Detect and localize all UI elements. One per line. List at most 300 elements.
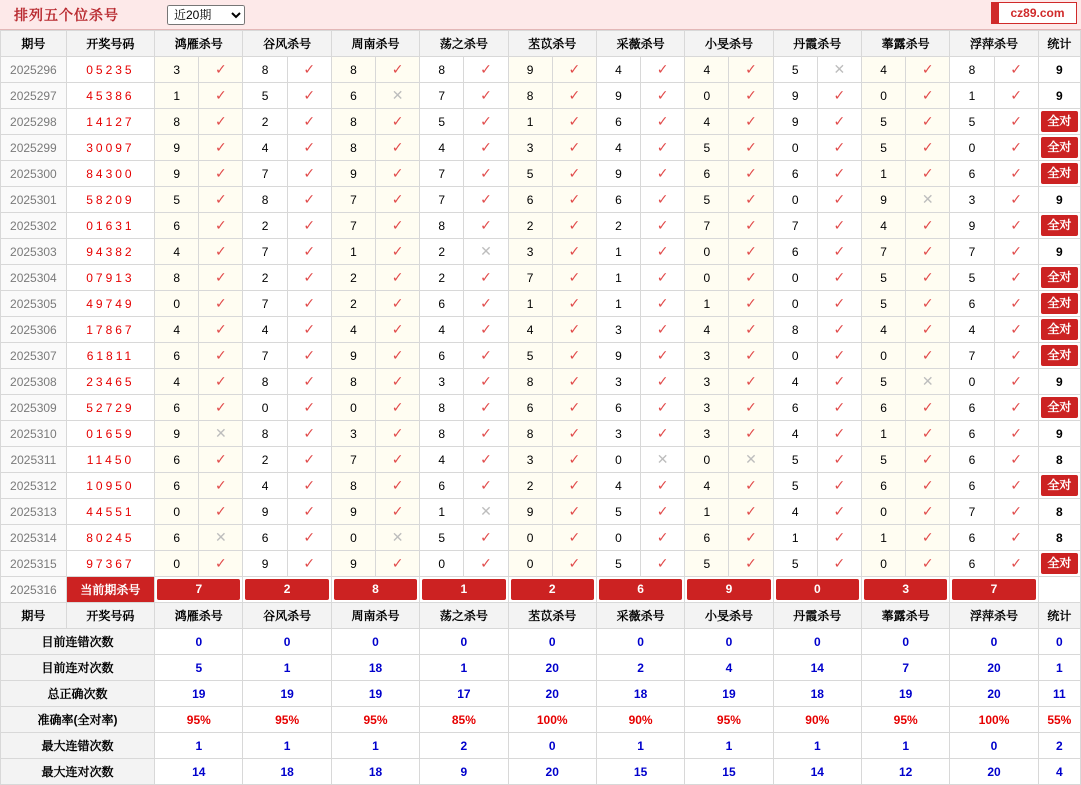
kill-number-value: 8	[331, 473, 375, 499]
kill-number-value: 4	[420, 135, 464, 161]
table-row	[1, 551, 1081, 577]
kill-number-value: 1	[596, 265, 640, 291]
column-header: 丹霞杀号	[773, 603, 861, 629]
stats-value: 19	[243, 681, 331, 707]
check-icon: ✓	[376, 395, 420, 421]
check-icon: ✓	[464, 369, 508, 395]
check-icon: ✓	[906, 265, 950, 291]
stats-value: 95%	[861, 707, 949, 733]
row-period: 2025306	[1, 317, 67, 343]
check-icon: ✓	[906, 499, 950, 525]
table-row	[1, 291, 1081, 317]
check-icon: ✓	[994, 109, 1038, 135]
cross-icon: ✕	[376, 525, 420, 551]
stats-label: 最大连错次数	[1, 733, 155, 759]
kill-number-value: 5	[508, 343, 552, 369]
kill-number-value: 2	[243, 447, 287, 473]
kill-number-value: 6	[155, 343, 199, 369]
kill-number-value: 8	[773, 317, 817, 343]
kill-number-value: 8	[331, 109, 375, 135]
check-icon: ✓	[906, 109, 950, 135]
kill-number-value: 0	[861, 343, 905, 369]
kill-number-value: 9	[243, 499, 287, 525]
kill-number-value: 5	[861, 447, 905, 473]
row-draw-code: 23465	[66, 369, 154, 395]
kill-number-value: 0	[331, 395, 375, 421]
stats-value: 1	[596, 733, 684, 759]
check-icon: ✓	[729, 135, 773, 161]
check-icon: ✓	[287, 83, 331, 109]
kill-number-value: 5	[596, 499, 640, 525]
cross-icon: ✕	[199, 421, 243, 447]
row-total: 全对	[1038, 161, 1080, 187]
kill-number-value: 0	[773, 187, 817, 213]
row-total: 全对	[1038, 265, 1080, 291]
kill-number-value: 1	[596, 291, 640, 317]
stats-value: 90%	[596, 707, 684, 733]
kill-number-value: 4	[420, 317, 464, 343]
kill-number-value: 4	[861, 57, 905, 83]
kill-number-value: 3	[596, 317, 640, 343]
row-period: 2025300	[1, 161, 67, 187]
check-icon: ✓	[994, 317, 1038, 343]
stats-value: 4	[685, 655, 773, 681]
kill-number-value: 4	[243, 135, 287, 161]
check-icon: ✓	[552, 421, 596, 447]
stats-value: 1	[773, 733, 861, 759]
kill-number-value: 1	[685, 499, 729, 525]
table-row	[1, 473, 1081, 499]
header-row-bottom	[1, 603, 1081, 629]
check-icon: ✓	[287, 473, 331, 499]
kill-number-value: 6	[155, 525, 199, 551]
check-icon: ✓	[994, 239, 1038, 265]
row-draw-code: 10950	[66, 473, 154, 499]
kill-number-value: 6	[773, 161, 817, 187]
stats-row	[1, 707, 1081, 733]
period-select[interactable]	[167, 5, 245, 25]
row-period: 2025313	[1, 499, 67, 525]
check-icon: ✓	[729, 161, 773, 187]
check-icon: ✓	[552, 343, 596, 369]
table-row	[1, 499, 1081, 525]
current-kill-number: 2	[243, 577, 331, 603]
check-icon: ✓	[464, 213, 508, 239]
current-kill-number: 2	[508, 577, 596, 603]
check-icon: ✓	[994, 551, 1038, 577]
check-icon: ✓	[464, 421, 508, 447]
kill-number-value: 2	[243, 109, 287, 135]
kill-number-value: 4	[243, 473, 287, 499]
check-icon: ✓	[817, 551, 861, 577]
kill-number-value: 4	[596, 135, 640, 161]
check-icon: ✓	[464, 551, 508, 577]
check-icon: ✓	[729, 343, 773, 369]
kill-number-value: 7	[243, 291, 287, 317]
kill-number-value: 8	[155, 265, 199, 291]
kill-number-value: 6	[950, 525, 994, 551]
kill-number-value: 6	[773, 239, 817, 265]
kill-number-value: 7	[243, 161, 287, 187]
kill-number-value: 2	[508, 473, 552, 499]
row-draw-code: 30097	[66, 135, 154, 161]
kill-number-value: 4	[773, 421, 817, 447]
column-header: 菶露杀号	[861, 31, 949, 57]
check-icon: ✓	[906, 525, 950, 551]
check-icon: ✓	[729, 551, 773, 577]
stats-value: 20	[508, 655, 596, 681]
stats-value: 0	[685, 629, 773, 655]
row-draw-code: 45386	[66, 83, 154, 109]
kill-number-value: 0	[773, 265, 817, 291]
check-icon: ✓	[994, 343, 1038, 369]
kill-number-value: 4	[861, 317, 905, 343]
check-icon: ✓	[552, 291, 596, 317]
check-icon: ✓	[641, 239, 685, 265]
check-icon: ✓	[641, 83, 685, 109]
stats-value: 2	[596, 655, 684, 681]
check-icon: ✓	[729, 395, 773, 421]
check-icon: ✓	[994, 369, 1038, 395]
kill-number-value: 0	[508, 525, 552, 551]
stats-total: 0	[1038, 629, 1080, 655]
check-icon: ✓	[376, 57, 420, 83]
kill-number-value: 9	[596, 343, 640, 369]
check-icon: ✓	[994, 213, 1038, 239]
kill-number-value: 0	[685, 83, 729, 109]
kill-number-value: 1	[508, 291, 552, 317]
stats-row	[1, 655, 1081, 681]
check-icon: ✓	[199, 317, 243, 343]
check-icon: ✓	[994, 499, 1038, 525]
kill-number-value: 7	[508, 265, 552, 291]
check-icon: ✓	[287, 135, 331, 161]
stats-value: 0	[596, 629, 684, 655]
kill-number-value: 9	[596, 161, 640, 187]
table-row	[1, 187, 1081, 213]
stats-value: 17	[420, 681, 508, 707]
check-icon: ✓	[199, 187, 243, 213]
logo-text: cz89.com	[1010, 6, 1065, 20]
kill-number-value: 3	[685, 395, 729, 421]
check-icon: ✓	[464, 161, 508, 187]
row-total: 9	[1038, 239, 1080, 265]
stats-value: 0	[331, 629, 419, 655]
row-total: 9	[1038, 83, 1080, 109]
check-icon: ✓	[287, 369, 331, 395]
kill-number-value: 2	[331, 265, 375, 291]
kill-number-value: 7	[950, 239, 994, 265]
row-draw-code: 52729	[66, 395, 154, 421]
check-icon: ✓	[817, 343, 861, 369]
check-icon: ✓	[552, 161, 596, 187]
check-icon: ✓	[552, 551, 596, 577]
cross-icon: ✕	[729, 447, 773, 473]
column-header: 浮萍杀号	[950, 31, 1038, 57]
check-icon: ✓	[994, 421, 1038, 447]
kill-number-value: 5	[420, 525, 464, 551]
check-icon: ✓	[906, 135, 950, 161]
kill-number-value: 1	[861, 525, 905, 551]
kill-number-value: 4	[773, 369, 817, 395]
column-header: 苤苡杀号	[508, 31, 596, 57]
kill-number-value: 4	[596, 473, 640, 499]
current-kill-number: 7	[950, 577, 1038, 603]
kill-number-value: 9	[331, 499, 375, 525]
kill-number-value: 5	[155, 187, 199, 213]
kill-number-value: 3	[508, 135, 552, 161]
current-kill-number: 6	[596, 577, 684, 603]
row-draw-code: 97367	[66, 551, 154, 577]
kill-number-value: 6	[155, 447, 199, 473]
check-icon: ✓	[199, 57, 243, 83]
kill-number-value: 5	[685, 187, 729, 213]
column-header: 谷风杀号	[243, 603, 331, 629]
kill-number-value: 0	[950, 135, 994, 161]
kill-number-value: 7	[420, 83, 464, 109]
kill-number-value: 6	[420, 473, 464, 499]
current-kill-number: 1	[420, 577, 508, 603]
kill-number-value: 5	[420, 109, 464, 135]
kill-number-value: 9	[243, 551, 287, 577]
check-icon: ✓	[641, 395, 685, 421]
kill-number-value: 6	[950, 395, 994, 421]
check-icon: ✓	[199, 83, 243, 109]
stats-value: 100%	[950, 707, 1038, 733]
row-total: 全对	[1038, 109, 1080, 135]
check-icon: ✓	[199, 473, 243, 499]
stats-value: 0	[420, 629, 508, 655]
kill-number-value: 9	[155, 161, 199, 187]
stats-value: 1	[243, 733, 331, 759]
kill-number-value: 3	[420, 369, 464, 395]
check-icon: ✓	[994, 525, 1038, 551]
row-total: 8	[1038, 525, 1080, 551]
check-icon: ✓	[994, 187, 1038, 213]
check-icon: ✓	[641, 551, 685, 577]
check-icon: ✓	[376, 265, 420, 291]
check-icon: ✓	[729, 473, 773, 499]
stats-total: 55%	[1038, 707, 1080, 733]
check-icon: ✓	[287, 187, 331, 213]
kill-number-value: 5	[243, 83, 287, 109]
check-icon: ✓	[994, 161, 1038, 187]
check-icon: ✓	[641, 317, 685, 343]
kill-number-value: 8	[243, 187, 287, 213]
check-icon: ✓	[376, 421, 420, 447]
kill-number-value: 7	[331, 187, 375, 213]
check-icon: ✓	[376, 369, 420, 395]
check-icon: ✓	[287, 525, 331, 551]
kill-number-value: 9	[155, 421, 199, 447]
check-icon: ✓	[552, 525, 596, 551]
check-icon: ✓	[376, 551, 420, 577]
stats-total: 1	[1038, 655, 1080, 681]
stats-value: 12	[861, 759, 949, 785]
check-icon: ✓	[906, 473, 950, 499]
stats-value: 95%	[331, 707, 419, 733]
table-row	[1, 421, 1081, 447]
check-icon: ✓	[552, 135, 596, 161]
kill-number-value: 0	[243, 395, 287, 421]
check-icon: ✓	[464, 473, 508, 499]
check-icon: ✓	[552, 447, 596, 473]
table-row	[1, 395, 1081, 421]
check-icon: ✓	[464, 525, 508, 551]
check-icon: ✓	[552, 109, 596, 135]
column-header: 期号	[1, 31, 67, 57]
kill-number-value: 0	[508, 551, 552, 577]
stats-value: 20	[950, 681, 1038, 707]
kill-number-value: 6	[243, 525, 287, 551]
check-icon: ✓	[199, 213, 243, 239]
kill-number-value: 0	[861, 551, 905, 577]
row-draw-code: 14127	[66, 109, 154, 135]
stats-value: 0	[155, 629, 243, 655]
stats-value: 2	[420, 733, 508, 759]
table-row	[1, 135, 1081, 161]
row-period: 2025298	[1, 109, 67, 135]
row-draw-code: 80245	[66, 525, 154, 551]
kill-number-value: 1	[596, 239, 640, 265]
kill-number-value: 0	[155, 551, 199, 577]
check-icon: ✓	[287, 395, 331, 421]
row-period: 2025303	[1, 239, 67, 265]
check-icon: ✓	[199, 447, 243, 473]
check-icon: ✓	[464, 343, 508, 369]
stats-value: 1	[331, 733, 419, 759]
kill-number-value: 2	[420, 239, 464, 265]
stats-row	[1, 629, 1081, 655]
kill-number-value: 6	[685, 525, 729, 551]
check-icon: ✓	[376, 109, 420, 135]
check-icon: ✓	[287, 265, 331, 291]
current-kill-number: 8	[331, 577, 419, 603]
column-header: 周南杀号	[331, 31, 419, 57]
stats-value: 15	[685, 759, 773, 785]
stats-value: 14	[773, 655, 861, 681]
check-icon: ✓	[729, 265, 773, 291]
kill-number-value: 9	[155, 135, 199, 161]
page-header	[0, 0, 1081, 30]
row-total: 全对	[1038, 473, 1080, 499]
stats-value: 85%	[420, 707, 508, 733]
check-icon: ✓	[994, 83, 1038, 109]
table-row	[1, 369, 1081, 395]
row-total: 全对	[1038, 213, 1080, 239]
kill-number-value: 4	[155, 239, 199, 265]
kill-number-value: 0	[950, 369, 994, 395]
check-icon: ✓	[464, 291, 508, 317]
row-period: 2025309	[1, 395, 67, 421]
kill-number-value: 4	[155, 317, 199, 343]
column-header: 菶露杀号	[861, 603, 949, 629]
stats-value: 20	[508, 759, 596, 785]
check-icon: ✓	[817, 265, 861, 291]
check-icon: ✓	[641, 291, 685, 317]
check-icon: ✓	[376, 213, 420, 239]
check-icon: ✓	[464, 265, 508, 291]
column-header: 荡之杀号	[420, 31, 508, 57]
check-icon: ✓	[552, 369, 596, 395]
kill-number-value: 9	[331, 161, 375, 187]
check-icon: ✓	[199, 499, 243, 525]
kill-number-value: 5	[685, 135, 729, 161]
header-row	[1, 31, 1081, 57]
row-total: 全对	[1038, 395, 1080, 421]
check-icon: ✓	[729, 369, 773, 395]
check-icon: ✓	[729, 187, 773, 213]
current-kill-number: 3	[861, 577, 949, 603]
row-draw-code: 01659	[66, 421, 154, 447]
cross-icon: ✕	[376, 83, 420, 109]
kill-number-value: 6	[420, 343, 464, 369]
kill-number-value: 2	[331, 291, 375, 317]
check-icon: ✓	[199, 343, 243, 369]
kill-number-value: 0	[155, 291, 199, 317]
row-draw-code: 11450	[66, 447, 154, 473]
kill-number-value: 6	[861, 395, 905, 421]
kill-number-value: 5	[773, 473, 817, 499]
kill-number-value: 6	[155, 395, 199, 421]
check-icon: ✓	[994, 473, 1038, 499]
check-icon: ✓	[729, 525, 773, 551]
stats-value: 90%	[773, 707, 861, 733]
kill-number-value: 4	[508, 317, 552, 343]
kill-number-value: 8	[950, 57, 994, 83]
stats-value: 100%	[508, 707, 596, 733]
row-period: 2025297	[1, 83, 67, 109]
kill-number-value: 9	[508, 57, 552, 83]
row-period: 2025305	[1, 291, 67, 317]
check-icon: ✓	[641, 161, 685, 187]
cross-icon: ✕	[464, 239, 508, 265]
check-icon: ✓	[641, 525, 685, 551]
row-period: 2025308	[1, 369, 67, 395]
current-kill-number: 9	[685, 577, 773, 603]
check-icon: ✓	[552, 239, 596, 265]
kill-number-value: 6	[331, 83, 375, 109]
period-select-wrapper[interactable]	[167, 5, 245, 25]
stats-value: 20	[950, 759, 1038, 785]
row-draw-code: 44551	[66, 499, 154, 525]
check-icon: ✓	[906, 317, 950, 343]
kill-number-value: 6	[508, 187, 552, 213]
check-icon: ✓	[729, 291, 773, 317]
stats-value: 19	[685, 681, 773, 707]
check-icon: ✓	[287, 291, 331, 317]
stats-value: 14	[155, 759, 243, 785]
column-header: 采薇杀号	[596, 603, 684, 629]
check-icon: ✓	[376, 499, 420, 525]
kill-number-value: 7	[331, 447, 375, 473]
table-row	[1, 57, 1081, 83]
column-header: 荡之杀号	[420, 603, 508, 629]
kill-number-value: 1	[155, 83, 199, 109]
stats-value: 95%	[243, 707, 331, 733]
kill-number-value: 9	[508, 499, 552, 525]
table-row	[1, 317, 1081, 343]
kill-number-value: 7	[420, 161, 464, 187]
check-icon: ✓	[641, 187, 685, 213]
check-icon: ✓	[641, 343, 685, 369]
check-icon: ✓	[376, 447, 420, 473]
check-icon: ✓	[817, 187, 861, 213]
check-icon: ✓	[994, 447, 1038, 473]
kill-number-value: 4	[596, 57, 640, 83]
kill-number-value: 4	[950, 317, 994, 343]
check-icon: ✓	[464, 317, 508, 343]
